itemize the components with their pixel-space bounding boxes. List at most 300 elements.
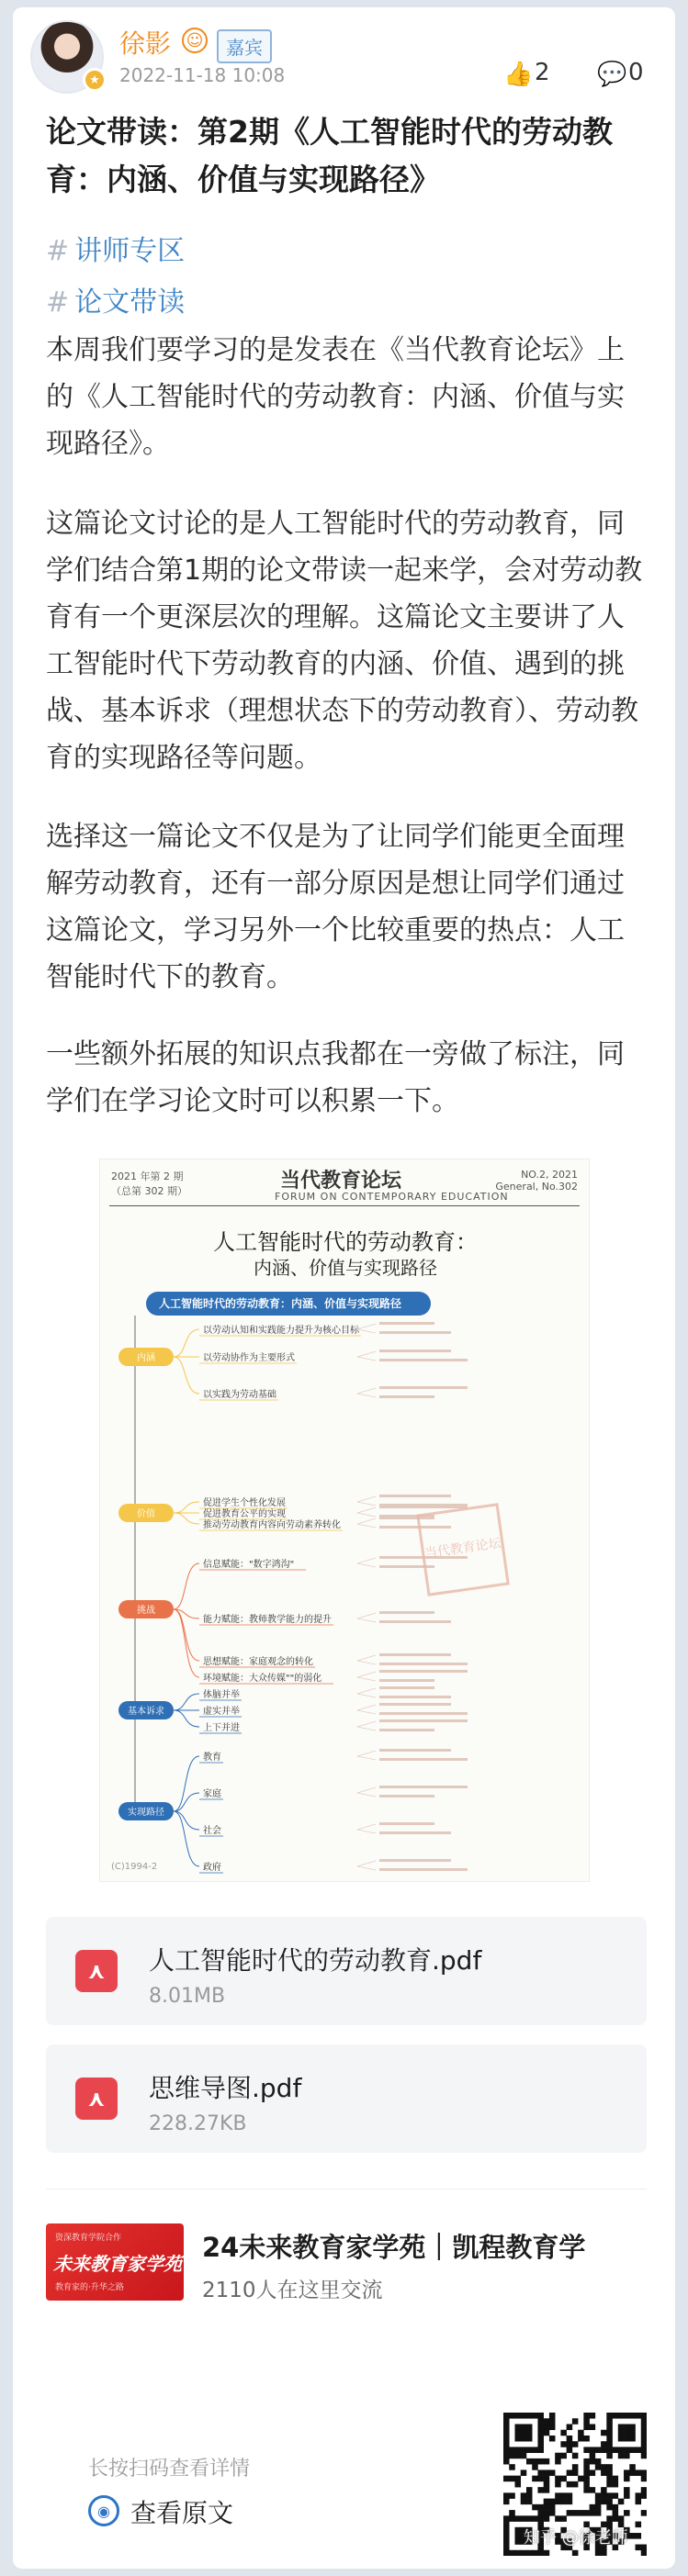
qr-module	[521, 2499, 527, 2505]
qr-module	[601, 2499, 607, 2505]
qr-module	[503, 2492, 510, 2499]
qr-module	[624, 2487, 630, 2493]
qr-module	[606, 2470, 613, 2476]
branch-item: 以实践为劳动基础	[203, 1390, 276, 1400]
qr-module	[641, 2487, 647, 2493]
qr-module	[537, 2504, 544, 2511]
qr-module	[526, 2550, 533, 2556]
qr-module	[555, 2492, 561, 2499]
annotation-text	[379, 1758, 468, 1761]
qr-module	[509, 2510, 515, 2516]
annotation-text	[379, 1670, 468, 1673]
pdf-icon: ⋏	[75, 1950, 118, 1992]
qr-module	[532, 2550, 538, 2556]
qr-module	[595, 2458, 602, 2465]
qr-module	[509, 2515, 515, 2522]
qr-module	[641, 2550, 647, 2556]
qr-module	[503, 2453, 510, 2459]
qr-module	[618, 2499, 625, 2505]
annotation-link	[357, 1756, 376, 1760]
annotation-text	[379, 1663, 468, 1665]
qr-module	[590, 2413, 596, 2419]
qr-module	[636, 2499, 642, 2505]
journal-brand: 当代教育论坛	[280, 1169, 402, 1193]
qr-module	[532, 2458, 538, 2465]
qr-module	[572, 2481, 579, 2488]
qr-module	[509, 2453, 515, 2459]
qr-module	[618, 2424, 625, 2430]
tag-link[interactable]	[46, 228, 185, 268]
qr-module	[514, 2453, 521, 2459]
qr-module	[567, 2470, 573, 2476]
branch-item: 环境赋能：大众传媒""的弱化	[203, 1674, 322, 1684]
pdf-icon: ⋏	[75, 2078, 118, 2120]
qr-module	[606, 2504, 613, 2511]
qr-module	[544, 2499, 550, 2505]
qr-module	[503, 2545, 510, 2551]
qr-module	[549, 2504, 556, 2511]
branch-label: 内涵	[137, 1353, 155, 1363]
qr-module	[549, 2499, 556, 2505]
journal-stamp: 当代教育论坛	[416, 1503, 510, 1596]
qr-module	[526, 2436, 533, 2442]
qr-module	[503, 2458, 510, 2465]
qr-module	[537, 2436, 544, 2442]
branch-link	[174, 1811, 199, 1830]
annotation-link	[357, 1394, 376, 1397]
qr-module	[578, 2476, 584, 2482]
qr-module	[601, 2550, 607, 2556]
qr-module	[544, 2487, 550, 2493]
tag-label: 论文带读	[74, 286, 186, 319]
annotation-link	[357, 1558, 376, 1563]
journal-issue: 2021 年第 2 期 （总第 302 期）	[111, 1170, 187, 1197]
qr-module	[613, 2481, 619, 2488]
annotation-text	[379, 1686, 434, 1689]
qr-module	[560, 2441, 567, 2447]
logo-tagline: 教育家的·升华之路	[55, 2283, 124, 2292]
qr-module	[618, 2430, 625, 2436]
annotation-text	[379, 1331, 451, 1334]
like-icon[interactable]: 👍	[503, 61, 534, 88]
annotation-text	[379, 1868, 468, 1871]
qr-module	[526, 2413, 533, 2419]
qr-module	[567, 2424, 573, 2430]
verified-badge-icon: ★	[83, 68, 107, 92]
annotation-text	[379, 1729, 434, 1731]
qr-module	[636, 2545, 642, 2551]
qr-module	[636, 2447, 642, 2453]
qr-module	[560, 2499, 567, 2505]
annotation-link	[357, 1324, 376, 1329]
annotation-text	[379, 1359, 468, 1361]
qr-module	[555, 2515, 561, 2522]
annotation-link	[357, 1721, 376, 1727]
qr-module	[572, 2510, 579, 2516]
qr-module	[624, 2436, 630, 2442]
qr-module	[503, 2550, 510, 2556]
qr-module	[514, 2481, 521, 2488]
circle-logo	[46, 2223, 184, 2301]
qr-module	[544, 2550, 550, 2556]
qr-module	[583, 2418, 590, 2425]
qr-module	[537, 2447, 544, 2453]
mindmap-subtitle: 内涵、价值与实现路径	[254, 1257, 437, 1279]
annotation-link	[357, 1496, 376, 1502]
qr-module	[537, 2424, 544, 2430]
annotation-link	[357, 1694, 376, 1697]
annotation-text	[379, 1703, 451, 1706]
qr-module	[509, 2447, 515, 2453]
qr-module	[636, 2470, 642, 2476]
qr-module	[537, 2418, 544, 2425]
qr-module	[641, 2413, 647, 2419]
attachment-card[interactable]	[46, 2044, 647, 2153]
qr-module	[549, 2418, 556, 2425]
annotation-text	[379, 1719, 468, 1722]
branch-link	[174, 1710, 199, 1727]
logo-text: 未来教育家学苑	[53, 2253, 182, 2275]
annotation-link	[357, 1751, 376, 1756]
annotation-link	[357, 1710, 376, 1714]
qr-module	[521, 2470, 527, 2476]
qr-module	[601, 2464, 607, 2470]
annotation-link	[357, 1351, 376, 1357]
branch-item: 政府	[203, 1863, 221, 1873]
qr-module	[624, 2476, 630, 2482]
qr-module	[606, 2515, 613, 2522]
annotation-text	[379, 1620, 451, 1623]
branch-label: 实现路径	[128, 1808, 164, 1818]
annotation-link	[357, 1613, 376, 1618]
qr-module	[537, 2470, 544, 2476]
qr-module	[583, 2510, 590, 2516]
qr-module	[613, 2515, 619, 2522]
annotation-link	[357, 1793, 376, 1797]
qr-module	[590, 2487, 596, 2493]
qr-module	[537, 2487, 544, 2493]
annotation-text	[379, 1350, 451, 1352]
annotation-link	[357, 1655, 376, 1661]
post-title: 论文带读：第2期《人工智能时代的劳动教育：内涵、价值与实现路径》	[46, 114, 613, 197]
qr-module	[601, 2492, 607, 2499]
qr-module	[567, 2441, 573, 2447]
qr-module	[532, 2515, 538, 2522]
annotation-text	[379, 1859, 451, 1862]
journal-number: NO.2, 2021 General, No.302	[495, 1169, 578, 1193]
qr-module	[641, 2510, 647, 2516]
branch-label: 挑战	[137, 1606, 155, 1616]
branch-label: 基本诉求	[128, 1707, 164, 1717]
qr-module	[509, 2464, 515, 2470]
qr-module	[578, 2430, 584, 2436]
qr-module	[514, 2476, 521, 2482]
mindmap-branches	[100, 1159, 591, 1883]
mindmap-root: 人工智能时代的劳动教育：内涵、价值与实现路径	[146, 1292, 431, 1316]
annotation-link	[357, 1727, 376, 1730]
annotation-text	[379, 1495, 451, 1497]
qr-module	[636, 2533, 642, 2539]
annotation-link	[357, 1824, 376, 1830]
qr-module	[601, 2470, 607, 2476]
annotation-link	[357, 1688, 376, 1694]
qr-module	[532, 2447, 538, 2453]
logo-caption: 资深教育学院合作	[55, 2234, 122, 2243]
qr-module	[526, 2447, 533, 2453]
qr-module	[503, 2436, 510, 2442]
qr-module	[618, 2436, 625, 2442]
branch-item: 思想赋能：家庭观念的转化	[203, 1657, 313, 1667]
qr-module	[503, 2424, 510, 2430]
qr-module	[544, 2510, 550, 2516]
circle-card[interactable]	[46, 2212, 647, 2313]
qr-module	[629, 2464, 636, 2470]
qr-module	[618, 2453, 625, 2459]
qr-module	[567, 2510, 573, 2516]
branch-item: 促进学生个性化发展	[203, 1498, 286, 1508]
hash-icon: #	[46, 235, 70, 267]
qr-module	[606, 2424, 613, 2430]
qr-module	[549, 2436, 556, 2442]
qr-module	[583, 2470, 590, 2476]
qr-module	[629, 2533, 636, 2539]
annotation-link	[357, 1866, 376, 1870]
qr-module	[526, 2492, 533, 2499]
qr-module	[503, 2533, 510, 2539]
qr-module	[503, 2418, 510, 2425]
qr-module	[537, 2476, 544, 2482]
qr-module	[606, 2464, 613, 2470]
branch-item: 体脑并举	[203, 1690, 240, 1700]
qr-module	[636, 2413, 642, 2419]
annotation-link	[357, 1563, 376, 1567]
qr-module	[583, 2424, 590, 2430]
qr-module	[560, 2476, 567, 2482]
qr-module	[514, 2424, 521, 2430]
qr-module	[544, 2430, 550, 2436]
qr-module	[590, 2458, 596, 2465]
qr-module	[601, 2447, 607, 2453]
qr-module	[641, 2430, 647, 2436]
qr-module	[613, 2510, 619, 2516]
attachment-size: 8.01MB	[149, 1985, 226, 2008]
qr-module	[532, 2476, 538, 2482]
qr-module	[555, 2481, 561, 2488]
qr-module	[503, 2447, 510, 2453]
qr-module	[613, 2504, 619, 2511]
qr-module	[629, 2430, 636, 2436]
qr-module	[641, 2476, 647, 2482]
qr-module	[595, 2550, 602, 2556]
qr-module	[601, 2441, 607, 2447]
annotation-text	[379, 1749, 451, 1752]
branch-link	[174, 1609, 199, 1677]
qr-module	[544, 2476, 550, 2482]
qr-module	[572, 2453, 579, 2459]
qr-module	[526, 2430, 533, 2436]
qr-module	[503, 2515, 510, 2522]
qr-module	[560, 2430, 567, 2436]
qr-module	[514, 2413, 521, 2419]
annotation-text	[379, 1322, 434, 1325]
qr-module	[537, 2441, 544, 2447]
qr-module	[555, 2476, 561, 2482]
qr-module	[583, 2481, 590, 2488]
branch-item: 家庭	[203, 1789, 221, 1799]
qr-module	[503, 2413, 510, 2419]
annotation-link	[357, 1677, 376, 1681]
qr-module	[555, 2458, 561, 2465]
qr-module	[521, 2515, 527, 2522]
qr-module	[572, 2418, 579, 2425]
fingerprint-icon[interactable]: ◉	[88, 2495, 119, 2526]
qr-module	[567, 2499, 573, 2505]
annotation-text	[379, 1831, 451, 1834]
branch-link	[174, 1563, 199, 1609]
author-name[interactable]: 徐影	[119, 28, 172, 59]
qr-module	[567, 2436, 573, 2442]
branch-item: 推动劳动教育内容向劳动素养转化	[203, 1520, 341, 1530]
qr-module	[590, 2510, 596, 2516]
qr-module	[514, 2533, 521, 2539]
qr-module	[521, 2436, 527, 2442]
qr-module	[583, 2447, 590, 2453]
qr-module	[629, 2436, 636, 2442]
qr-module	[537, 2458, 544, 2465]
qr-module	[532, 2504, 538, 2511]
qr-module	[606, 2413, 613, 2419]
qr-module	[583, 2476, 590, 2482]
attachment-name: 思维导图.pdf	[149, 2073, 302, 2103]
qr-module	[590, 2447, 596, 2453]
qr-module	[636, 2492, 642, 2499]
qr-module	[532, 2413, 538, 2419]
qr-module	[514, 2550, 521, 2556]
qr-module	[521, 2424, 527, 2430]
qr-module	[606, 2492, 613, 2499]
qr-module	[595, 2504, 602, 2511]
branch-item: 社会	[203, 1826, 221, 1836]
annotation-text	[379, 1712, 468, 1715]
annotation-text	[379, 1795, 434, 1798]
view-original-link[interactable]: 查看原文	[130, 2498, 234, 2528]
tag-link[interactable]	[46, 279, 185, 319]
branch-link	[174, 1811, 199, 1866]
qr-module	[503, 2538, 510, 2545]
qr-module	[521, 2413, 527, 2419]
qr-module	[629, 2470, 636, 2476]
qr-module	[503, 2476, 510, 2482]
qr-module	[544, 2418, 550, 2425]
annotation-link	[357, 1524, 376, 1528]
qr-module	[606, 2499, 613, 2505]
comment-count[interactable]: 0	[628, 59, 644, 86]
qr-module	[503, 2499, 510, 2505]
annotation-link	[357, 1861, 376, 1866]
annotation-link	[357, 1705, 376, 1710]
qr-module	[509, 2492, 515, 2499]
annotation-link	[357, 1502, 376, 1506]
qr-module	[629, 2424, 636, 2430]
qr-module	[521, 2550, 527, 2556]
qr-module	[572, 2470, 579, 2476]
branch-item: 信息赋能："数字鸿沟"	[203, 1560, 295, 1570]
qr-module	[503, 2522, 510, 2528]
qr-module	[624, 2424, 630, 2430]
qr-module	[509, 2476, 515, 2482]
qr-module	[572, 2441, 579, 2447]
qr-module	[590, 2453, 596, 2459]
qr-module	[537, 2515, 544, 2522]
qr-module	[544, 2515, 550, 2522]
comment-icon[interactable]: 💬	[597, 61, 627, 88]
branch-link	[174, 1793, 199, 1811]
journal-subtitle: FORUM ON CONTEMPORARY EDUCATION	[275, 1191, 509, 1203]
qr-module	[606, 2441, 613, 2447]
qr-module	[537, 2510, 544, 2516]
qr-module	[629, 2413, 636, 2419]
like-count[interactable]: 2	[535, 59, 550, 86]
qr-module	[503, 2441, 510, 2447]
branch-link	[174, 1513, 199, 1524]
hash-icon: #	[46, 286, 70, 319]
qr-module	[560, 2492, 567, 2499]
qr-module	[544, 2504, 550, 2511]
qr-module	[583, 2458, 590, 2465]
mindmap-image[interactable]	[99, 1159, 590, 1882]
attachment-card[interactable]	[46, 1917, 647, 2025]
branch-label: 价值	[137, 1509, 155, 1519]
tag-label: 讲师专区	[74, 235, 186, 267]
annotation-link	[357, 1672, 376, 1677]
qr-module	[613, 2447, 619, 2453]
qr-module	[549, 2510, 556, 2516]
qr-module	[618, 2515, 625, 2522]
annotation-text	[379, 1506, 468, 1508]
qr-module	[514, 2447, 521, 2453]
qr-module	[560, 2515, 567, 2522]
qr-module	[606, 2418, 613, 2425]
qr-module	[537, 2413, 544, 2419]
qr-module	[526, 2487, 533, 2493]
smile-icon: ☺	[182, 28, 208, 53]
qr-module	[641, 2447, 647, 2453]
branch-link	[174, 1694, 199, 1710]
qr-module	[572, 2464, 579, 2470]
qr-module	[567, 2481, 573, 2488]
qr-module	[601, 2487, 607, 2493]
qr-module	[544, 2470, 550, 2476]
qr-module	[583, 2464, 590, 2470]
qr-module	[578, 2510, 584, 2516]
qr-module	[606, 2476, 613, 2482]
scan-hint: 长按扫码查看详情	[88, 2458, 251, 2481]
qr-module	[514, 2515, 521, 2522]
annotation-text	[379, 1611, 434, 1614]
post-paragraph: 本周我们要学习的是发表在《当代教育论坛》上的《人工智能时代的劳动教育：内涵、价值与实现路径》。	[46, 334, 625, 460]
annotation-text	[379, 1786, 468, 1788]
qr-module	[509, 2550, 515, 2556]
annotation-text	[379, 1386, 468, 1389]
qr-module	[555, 2499, 561, 2505]
annotation-link	[357, 1513, 376, 1517]
qr-module	[578, 2436, 584, 2442]
qr-module	[606, 2453, 613, 2459]
qr-module	[624, 2510, 630, 2516]
annotation-link	[357, 1507, 376, 1513]
qr-module	[624, 2453, 630, 2459]
qr-module	[624, 2492, 630, 2499]
